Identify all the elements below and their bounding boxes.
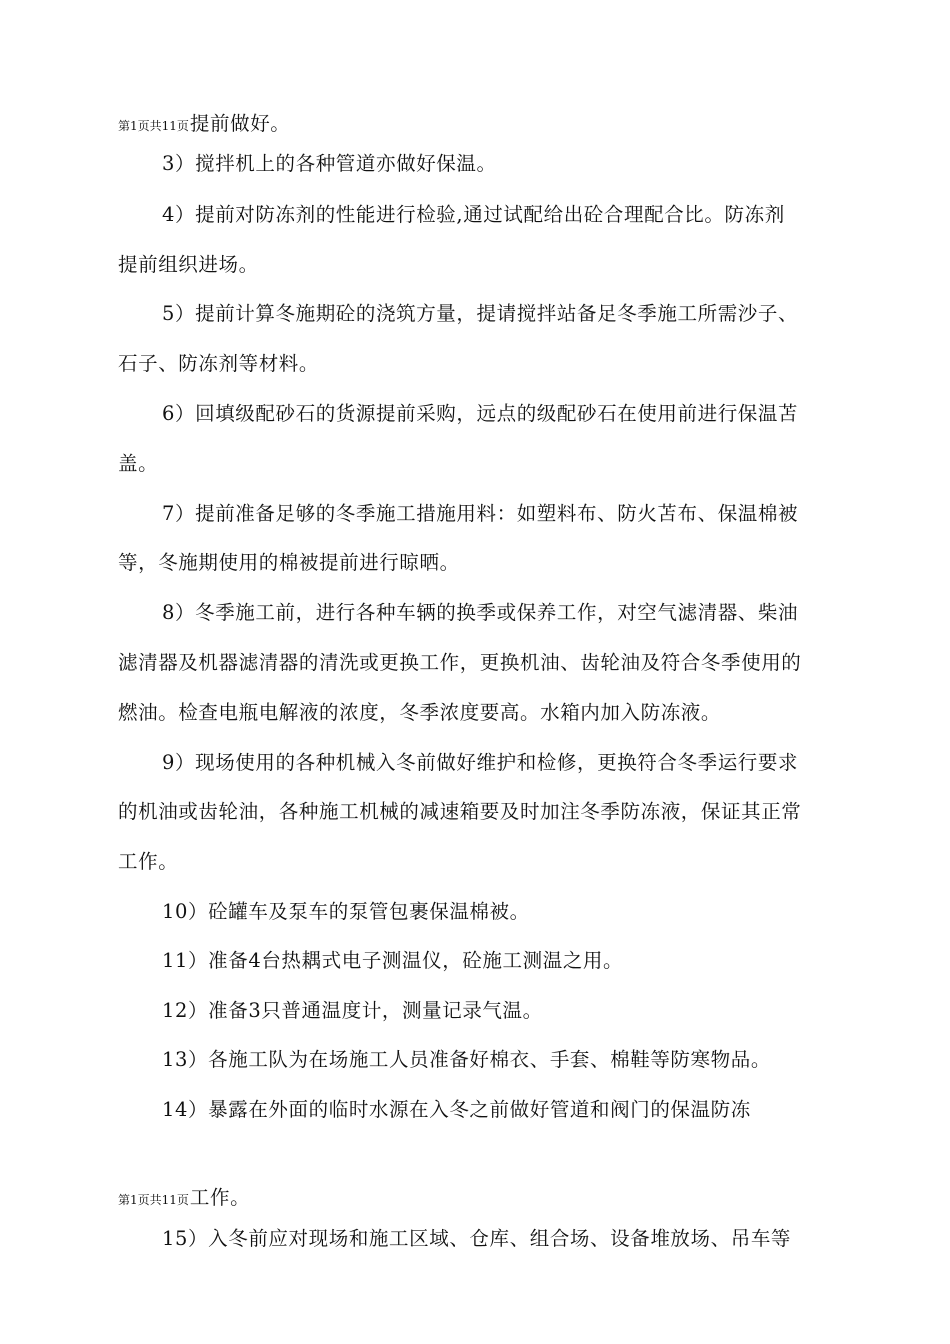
paragraph-line: 工作。: [118, 850, 179, 873]
paragraph-line: 3）搅拌机上的各种管道亦做好保温。: [162, 152, 497, 175]
paragraph-line: 14）暴露在外面的临时水源在入冬之前做好管道和阀门的保温防冻: [162, 1098, 751, 1121]
paragraph-line: 6）回填级配砂石的货源提前采购，远点的级配砂石在使用前进行保温苫: [162, 402, 799, 425]
paragraph-line: 12）准备3只普通温度计，测量记录气温。: [162, 999, 543, 1022]
paragraph-line: 石子、防冻剂等材料。: [118, 352, 320, 375]
paragraph-line: 的机油或齿轮油，各种施工机械的减速箱要及时加注冬季防冻液，保证其正常: [118, 800, 802, 823]
page-marker: 第1页共11页: [118, 119, 189, 133]
paragraph-line: 第1页共11页工作。: [118, 1186, 251, 1209]
paragraph-line: 9）现场使用的各种机械入冬前做好维护和检修，更换符合冬季运行要求: [162, 751, 799, 774]
paragraph-line: 8）冬季施工前，进行各种车辆的换季或保养工作，对空气滤清器、柴油: [162, 601, 799, 624]
paragraph-line: 13）各施工队为在场施工人员准备好棉衣、手套、棉鞋等防寒物品。: [162, 1048, 771, 1071]
paragraph-line: 滤清器及机器滤清器的清洗或更换工作，更换机油、齿轮油及符合冬季使用的: [118, 651, 802, 674]
page-marker: 第1页共11页: [118, 1193, 189, 1207]
paragraph-line: 提前组织进场。: [118, 253, 259, 276]
paragraph-line: 第1页共11页提前做好。: [118, 112, 291, 135]
paragraph-line: 盖。: [118, 452, 159, 475]
paragraph-line: 11）准备4台热耦式电子测温仪，砼施工测温之用。: [162, 949, 624, 972]
paragraph-line: 15）入冬前应对现场和施工区域、仓库、组合场、设备堆放场、吊车等: [162, 1227, 792, 1250]
paragraph-line: 等，冬施期使用的棉被提前进行晾晒。: [118, 551, 460, 574]
paragraph-line: 7）提前准备足够的冬季施工措施用料：如塑料布、防火苫布、保温棉被: [162, 502, 799, 525]
paragraph-line: 4）提前对防冻剂的性能进行检验,通过试配给出砼合理配合比。防冻剂: [162, 203, 785, 226]
paragraph-line: 10）砼罐车及泵车的泵管包裹保温棉被。: [162, 900, 530, 923]
paragraph-line: 燃油。检查电瓶电解液的浓度，冬季浓度要高。水箱内加入防冻液。: [118, 701, 722, 724]
paragraph-line: 5）提前计算冬施期砼的浇筑方量，提请搅拌站备足冬季施工所需沙子、: [162, 302, 799, 325]
